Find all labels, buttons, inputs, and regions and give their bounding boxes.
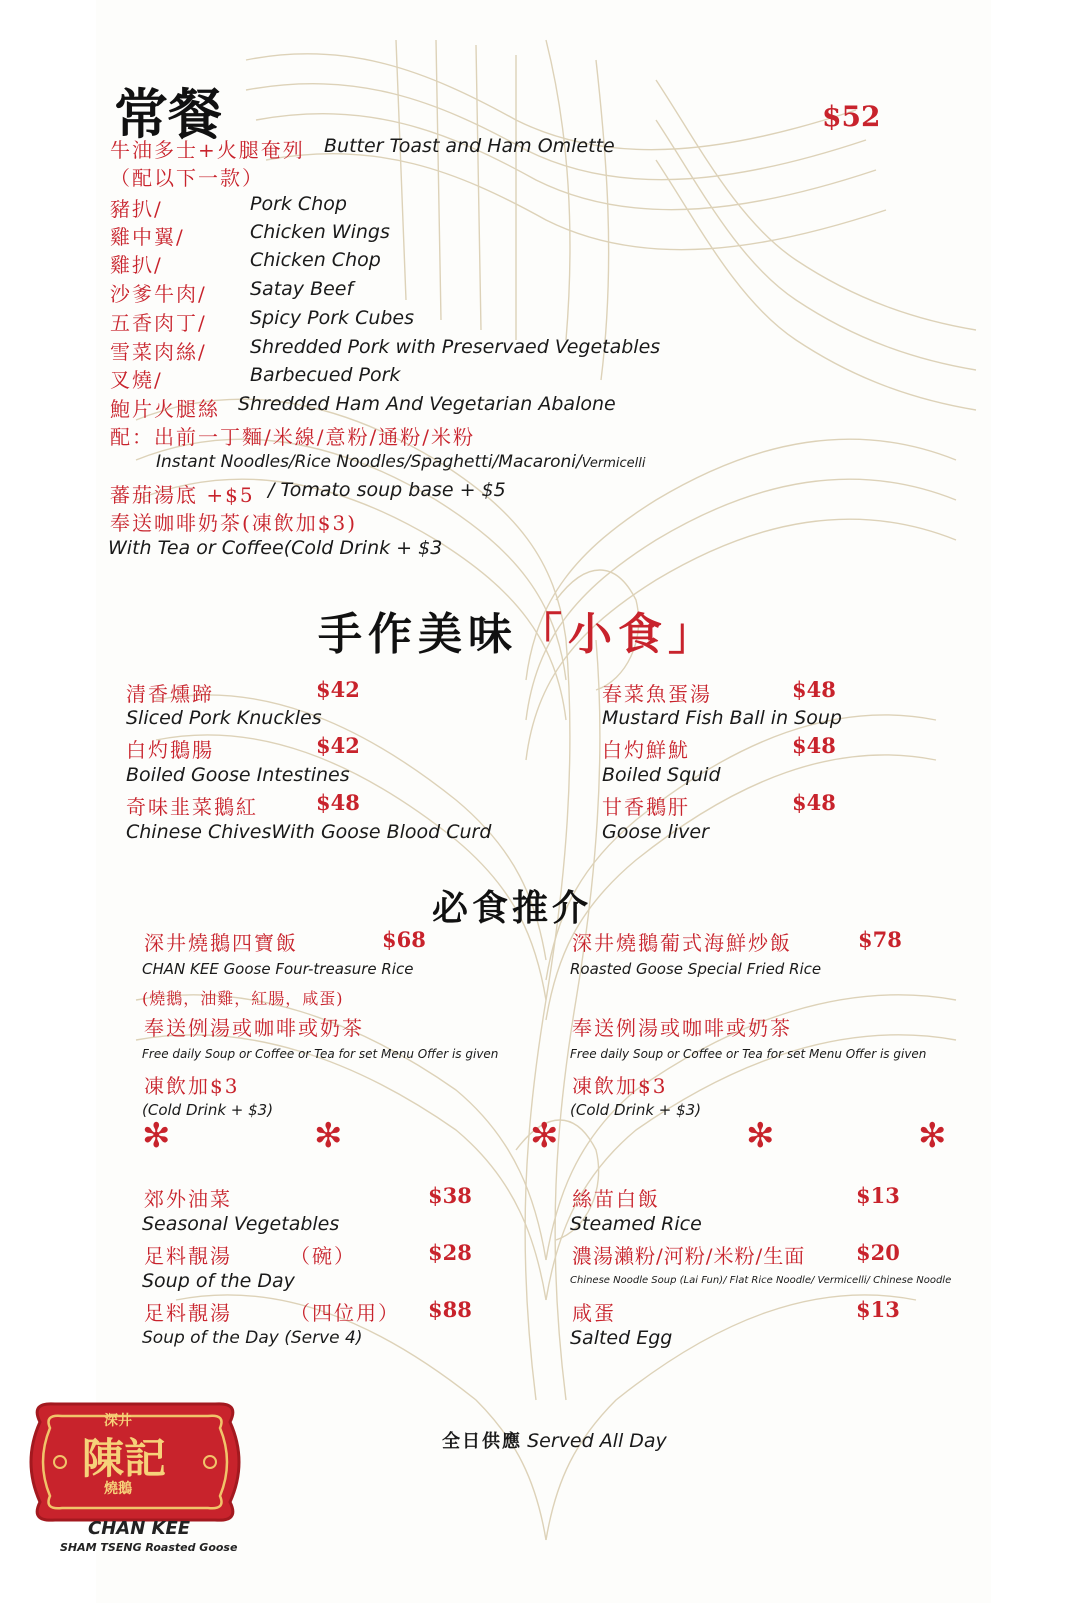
recommend-left-cold-cn: 凍飲加$3 (144, 1074, 240, 1098)
side-en: Seasonal Vegetables (142, 1213, 340, 1235)
side-cn: 足料靚湯 (144, 1244, 232, 1268)
snack-cn: 清香燻蹄 (126, 682, 214, 706)
side-cn: 濃湯瀨粉/河粉/米粉/生面 (572, 1244, 806, 1268)
snack-cn: 白灼鮮魷 (602, 738, 690, 762)
noodles-cn: 配：出前一丁麵/米線/意粉/通粉/米粉 (110, 425, 475, 449)
star-divider: ✻ (530, 1116, 559, 1156)
side-price: $28 (428, 1240, 472, 1265)
option-cn: 豬扒/ (110, 197, 163, 221)
snack-price: $42 (316, 677, 360, 702)
side-price: $13 (856, 1183, 900, 1208)
option-cn: 雞中翼/ (110, 225, 185, 249)
side-price: $88 (428, 1297, 472, 1322)
snack-cn: 奇味韭菜鵝紅 (126, 795, 258, 819)
side-price: $38 (428, 1183, 472, 1208)
option-cn: 鮑片火腿絲 (110, 397, 220, 421)
recommend-right-en: Roasted Goose Special Fried Rice (570, 960, 822, 978)
side-cn: 咸蛋 (572, 1301, 616, 1325)
tomato-cn: 蕃茄湯底 +$5 (110, 483, 255, 507)
snack-cn: 春菜魚蛋湯 (602, 682, 712, 706)
recommend-title: 必食推介 (432, 887, 593, 929)
snack-en: Boiled Squid (602, 764, 721, 786)
recommend-left-gift-cn: 奉送例湯或咖啡或奶茶 (144, 1016, 364, 1040)
logo-tagline-text: SHAM TSENG Roasted Goose (60, 1541, 238, 1554)
option-cn: 五香肉丁/ (110, 311, 207, 335)
option-cn: 沙爹牛肉/ (110, 282, 207, 306)
star-divider: ✻ (918, 1116, 947, 1156)
option-en: Barbecued Pork (250, 364, 401, 386)
side-size: （四位用） (290, 1301, 400, 1325)
chan-kee-logo (20, 1392, 250, 1592)
recommend-right-gift-cn: 奉送例湯或咖啡或奶茶 (572, 1016, 792, 1040)
logo-top-text: 深井 (104, 1413, 132, 1429)
menu-page (96, 0, 991, 1603)
side-en: Soup of the Day (Serve 4) (142, 1328, 363, 1348)
recommend-left-price: $68 (382, 927, 426, 952)
option-en: Satay Beef (250, 278, 354, 300)
side-en: Chinese Noodle Soup (Lai Fun)/ Flat Rice Noodle/ Vermicelli/ Chinese Noodle (570, 1275, 952, 1286)
drink-cn: 奉送咖啡奶茶(凍飲加$3) (110, 511, 358, 535)
snacks-title: 手作美味「小食」 (318, 609, 718, 660)
recommend-right-price: $78 (858, 927, 902, 952)
served-en: Served All Day (527, 1430, 667, 1452)
noodles-en: Instant Noodles/Rice Noodles/Spaghetti/Macaroni/Vermicelli (156, 452, 646, 472)
side-cn: 郊外油菜 (144, 1187, 232, 1211)
option-en: Spicy Pork Cubes (250, 307, 415, 329)
set-meal-main-cn: 牛油多士+火腿奄列 (110, 138, 305, 162)
logo-bottom-text: 燒鵝 (104, 1481, 132, 1497)
set-meal-choose-note: （配以下一款） (110, 166, 264, 190)
side-price: $20 (856, 1240, 900, 1265)
side-en: Salted Egg (570, 1327, 673, 1349)
served-cn: 全日供應 (442, 1431, 522, 1452)
side-en: Soup of the Day (142, 1270, 295, 1292)
noodles-en-small: Vermicelli (581, 456, 646, 471)
set-meal-title: 常餐 (114, 82, 222, 146)
snack-en: Boiled Goose Intestines (126, 764, 350, 786)
side-en: Steamed Rice (570, 1213, 702, 1235)
served-all-day (442, 1427, 667, 1453)
snack-en: Mustard Fish Ball in Soup (602, 707, 842, 729)
snack-price: $42 (316, 733, 360, 758)
recommend-right-cold-cn: 凍飲加$3 (572, 1074, 668, 1098)
option-en: Chicken Wings (250, 221, 390, 243)
snack-en: Sliced Pork Knuckles (126, 707, 322, 729)
star-divider: ✻ (142, 1116, 171, 1156)
set-meal-main-en: Butter Toast and Ham Omlette (324, 135, 615, 157)
side-price: $13 (856, 1297, 900, 1322)
snack-en: Goose liver (602, 821, 709, 843)
side-size: （碗） (290, 1244, 356, 1268)
snack-price: $48 (792, 790, 836, 815)
option-cn: 雞扒/ (110, 253, 163, 277)
option-en: Shredded Ham And Vegetarian Abalone (238, 393, 616, 415)
option-cn: 叉燒/ (110, 368, 163, 392)
snack-price: $48 (792, 733, 836, 758)
recommend-right-cn: 深井燒鵝葡式海鮮炒飯 (572, 931, 792, 955)
recommend-right-cold-en: (Cold Drink + $3) (570, 1101, 702, 1119)
side-cn: 足料靚湯 (144, 1301, 232, 1325)
snack-cn: 白灼鵝腸 (126, 738, 214, 762)
recommend-left-gift-en: Free daily Soup or Coffee or Tea for set Menu Offer is given (142, 1047, 499, 1061)
star-divider: ✻ (314, 1116, 343, 1156)
recommend-right-gift-en: Free daily Soup or Coffee or Tea for set Menu Offer is given (570, 1047, 927, 1061)
logo-main-text: 陳記 (82, 1434, 167, 1483)
drink-en: With Tea or Coffee(Cold Drink + $3 (108, 537, 443, 559)
logo-brand-text: CHAN KEE (88, 1518, 191, 1539)
recommend-left-detail: (燒鵝，油雞，紅腸，咸蛋) (142, 989, 344, 1008)
recommend-left-en: CHAN KEE Goose Four-treasure Rice (142, 960, 414, 978)
set-meal-price: $52 (822, 100, 881, 133)
option-en: Shredded Pork with Preservaed Vegetables (250, 336, 661, 358)
option-cn: 雪菜肉絲/ (110, 340, 207, 364)
option-en: Pork Chop (250, 193, 347, 215)
recommend-left-cn: 深井燒鵝四寶飯 (144, 931, 298, 955)
recommend-left-cold-en: (Cold Drink + $3) (142, 1101, 274, 1119)
snack-cn: 甘香鵝肝 (602, 795, 690, 819)
snack-price: $48 (792, 677, 836, 702)
side-cn: 絲苗白飯 (572, 1187, 660, 1211)
tomato-en: / Tomato soup base + $5 (268, 479, 506, 501)
snack-en: Chinese ChivesWith Goose Blood Curd (126, 821, 492, 843)
snack-price: $48 (316, 790, 360, 815)
option-en: Chicken Chop (250, 249, 381, 271)
star-divider: ✻ (746, 1116, 775, 1156)
